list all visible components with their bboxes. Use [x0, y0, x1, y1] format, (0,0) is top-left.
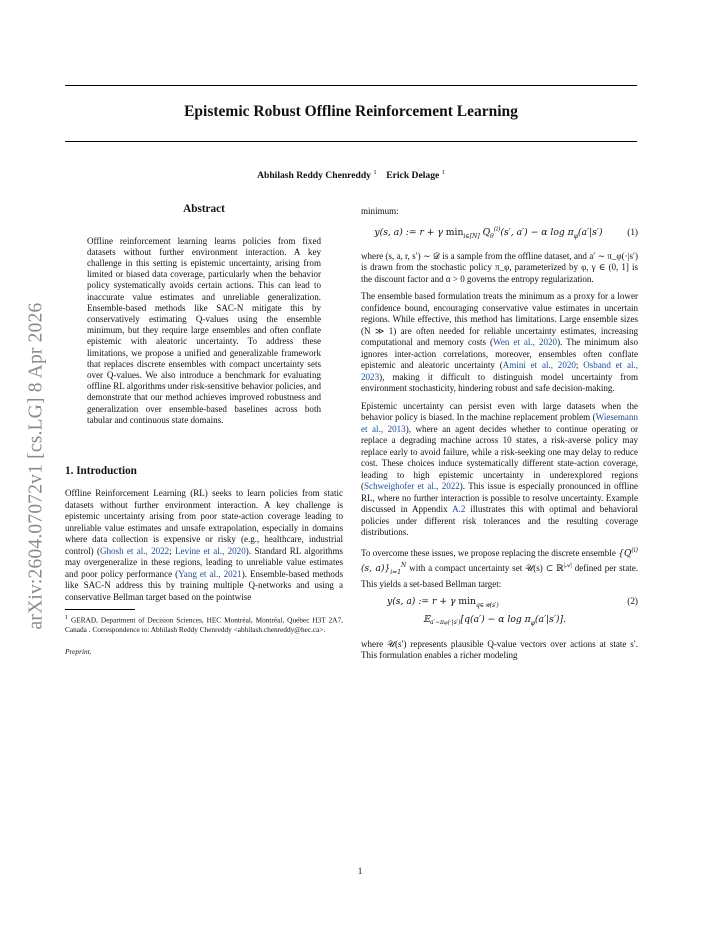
- equation-1-body: y(s, a) := r + γ $\min_{i\in[N]} Q_\theta^{(i)}(s'$, a′) − α $\log \pi_\varphi(a'|s')$: [374, 225, 603, 240]
- author-list: [65, 169, 637, 181]
- arxiv-id: arXiv:2604.07072v1 [cs.LG] 8 Apr 2026: [25, 302, 47, 630]
- preprint-label: Preprint.: [65, 646, 92, 656]
- footnote: $^1$ GERAD, Department of Decision Sciences, HEC Montréal, Montréal, Québec H3T 2A7, Canada . Correspondence to: Abhilash Reddy Chenreddy <abhilash.chenreddy@hec.ca>.: [65, 615, 344, 634]
- footnote-rule: [65, 609, 135, 610]
- citation-link[interactable]: Osband et al., 2023: [361, 360, 638, 382]
- author-name: Erick Delage: [386, 170, 440, 182]
- body-paragraph: The ensemble based formulation treats the minimum as a proxy for a lower confidence bound, encouraging conservative value estimates in uncertain regions. While effective, this method has limitations. Large ensemble sizes (N ≫ 1) are often needed for reliable uncertainty estimates, increasing computational and memory costs (Wen et al., 2020). The minimum also ignores inter-action correlations, moreover, ensembles often conflate epistemic and aleatoric uncertainty (Amini et al., 2020; Osband et al., 2023), making it difficult to distinguish model uncertainty from environment stochasticity, hindering robust and safe decision-making.: [361, 291, 638, 394]
- abstract-text: Offline reinforcement learning learns policies from fixed datasets without further environment interaction. A key challenge in this setting is epistemic uncertainty, arising from limited or biased data coverage, particularly when the behavior policy systematically avoids certain actions. This can lead to inaccurate value estimates and unreliable generalization. Ensemble-based methods like SAC-N mitigate this by conservatively estimating Q-values using the ensemble minimum, but they require large ensembles and often conflate epistemic with aleatoric uncertainty. To address these limitations, we propose a unified and generalizable framework that replaces discrete ensembles with compact uncertainty sets over Q-values. We also introduce a benchmark for evaluating offline RL algorithms under risk-sensitive behavior policies, and demonstrate that our method achieves improved robustness and generalization over ensemble-based baselines across both tabular and continuous state domains.: [87, 235, 321, 425]
- equation-number: (1): [627, 226, 638, 237]
- citation-link[interactable]: Ghosh et al., 2022: [99, 545, 170, 556]
- author-name: Abhilash Reddy Chenreddy: [257, 170, 371, 182]
- body-paragraph: To overcome these issues, we propose replacing the discrete ensemble {$Q^{(i)}(s$, $a)\}_{i=1}^N$ with a compact uncertainty set 𝒰(s) ⊂ ℝ$^{|𝒜|}$ defined per state. This yields a set-based Bellman target:: [361, 546, 638, 589]
- right-column: [361, 206, 638, 668]
- equation-1: [361, 224, 638, 242]
- appendix-link[interactable]: A.2: [452, 504, 466, 515]
- title-rule-top: [65, 85, 637, 86]
- citation-link[interactable]: Yang et al., 2021: [178, 568, 242, 579]
- intro-paragraph: Offline Reinforcement Learning (RL) seeks to learn policies from static datasets without further environment interaction. A key challenge is epistemic uncertainty arising from poor state-action coverage leading to unreliable value estimates and unsafe extrapolation, especially in domains where data collection is expensive or risky (e.g., healthcare, industrial control) (Ghosh et al., 2022; Levine et al., 2020). Standard RL algorithms may overgeneralize in these regions, leading to unreliable value estimates and poor policy performance (Yang et al., 2021). Ensemble-based methods like SAC-N address this by training multiple Q-networks and using a conservative Bellman target based on the pointwise: [65, 488, 344, 602]
- citation-link[interactable]: Schweighofer et al., 2022: [364, 481, 460, 492]
- citation-link[interactable]: Amini et al., 2020: [502, 360, 576, 371]
- affiliation-mark: 1: [373, 169, 377, 176]
- body-paragraph: Epistemic uncertainty can persist even with large datasets when the behavior policy is biased. In the machine replacement problem (Wiesemann et al., 2013), where an agent decides whether to continue operating or replace a degrading machine across 10 states, a risk-averse policy may replace early to avoid failure, while a risk-seeking one may delay to reduce cost. These choices induce systematically different state-action coverage, leading to high epistemic uncertainty in underexplored regions (Schweighofer et al., 2022). This issue is especially pronounced in offline RL, where no further interaction is possible to resolve uncertainty. Example discussed in Appendix A.2 illustrates this with optimal and behavioral policies under different risk tolerances and the resulting coverage distributions.: [361, 400, 639, 538]
- body-paragraph: where 𝒰(s′) represents plausible Q-value vectors over actions at state s′. This formulation enables a richer modeling: [361, 638, 638, 661]
- equation-number: (2): [627, 596, 638, 607]
- title-rule-bottom: [65, 141, 637, 142]
- affiliation-mark: 1: [441, 169, 445, 176]
- section-heading: 1. Introduction: [65, 464, 137, 477]
- citation-link[interactable]: Wen et al., 2020: [493, 337, 558, 348]
- paper-title: Epistemic Robust Offline Reinforcement Learning: [184, 103, 518, 120]
- equation-2: y(s, a) := r + γ $\min_{q\in 𝒰(s')}$ (2) 𝔼$_{a'\sim\pi\varphi(\cdot|s')}$[q(a′) − α $\log \pi_\varphi(a'|s')$].: [387, 596, 638, 627]
- left-column: [65, 204, 343, 657]
- citation-link[interactable]: Levine et al., 2020: [175, 545, 246, 556]
- abstract-heading: Abstract: [183, 203, 225, 215]
- paragraph-lead: minimum:: [361, 206, 399, 216]
- arxiv-watermark: [14, 266, 58, 666]
- page-number: 1: [357, 866, 363, 876]
- citation-link[interactable]: Wiesemann et al., 2013: [361, 412, 638, 434]
- body-paragraph: where (s, a, r, s′) ∼ 𝒟 is a sample from the offline dataset, and a′ ∼ π_φ(·|s′) is drawn from the stochastic policy π_φ, parameterized by φ, γ ∈ (0, 1] is the discount factor and α > 0 governs the entropy regularization.: [361, 250, 638, 284]
